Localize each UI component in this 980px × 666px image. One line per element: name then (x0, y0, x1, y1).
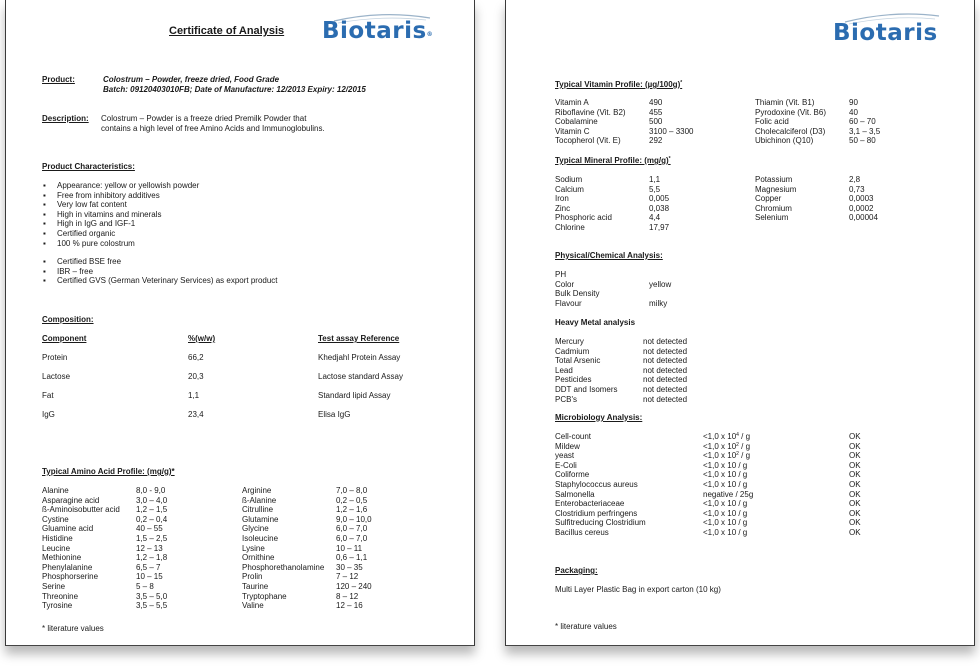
table-cell: 0,0002 (849, 203, 874, 213)
composition-assay: Khedjahl Protein Assay (318, 353, 401, 362)
amino-right-values (336, 486, 372, 611)
amino-left-names (42, 486, 120, 611)
table-cell: Chlorine (555, 222, 585, 232)
footnote: * literature values (42, 624, 104, 633)
table-cell: Pyrodoxine (Vit. B6) (755, 107, 826, 117)
mineral-heading: Typical Mineral Profile: (mg/g)* (555, 156, 671, 165)
vitamin-right-values (849, 98, 880, 146)
composition-header-percent: %(w/w) (188, 334, 216, 343)
table-cell: Bacillus cereus (555, 527, 609, 537)
table-cell: 4,4 (649, 213, 661, 223)
table-cell: Total Arsenic (555, 356, 601, 366)
table-cell: 3100 – 3300 (649, 126, 694, 136)
table-cell: 1,2 – 1,6 (336, 505, 368, 515)
characteristic-item: ▪ Appearance: yellow or yellowish powder (43, 181, 199, 191)
table-cell: Tryptophane (242, 591, 287, 601)
table-cell: Cystine (42, 514, 69, 524)
table-cell: 50 – 80 (849, 136, 876, 146)
table-cell: Folic acid (755, 117, 789, 127)
certification-item: ▪ IBR – free (43, 267, 278, 277)
biotaris-logo (322, 12, 432, 46)
table-cell: Glycine (242, 524, 269, 534)
table-cell: Tocopherol (Vit. E) (555, 136, 621, 146)
table-cell: 60 – 70 (849, 117, 876, 127)
description-label: Description: (42, 114, 89, 123)
table-cell: DDT and Isomers (555, 384, 618, 394)
table-cell: Copper (755, 194, 782, 204)
table-cell: <1,0 x 10 / g (703, 470, 748, 480)
table-cell: 2,8 (849, 175, 861, 184)
table-cell: not detected (643, 384, 688, 394)
table-cell: 6,0 – 7,0 (336, 524, 368, 534)
table-cell: 1,1 (649, 175, 661, 184)
table-cell: Cholecalciferol (D3) (755, 126, 826, 136)
characteristic-item: ▪ High in IgG and IGF-1 (43, 219, 199, 229)
table-cell: 0,2 – 0,5 (336, 495, 368, 505)
characteristic-item: ▪ Very low fat content (43, 200, 199, 210)
table-cell: Threonine (42, 591, 79, 601)
table-cell: <1,0 x 10 / g (703, 508, 748, 518)
table-cell: yellow (649, 279, 672, 289)
heavy-metal-names (555, 337, 618, 404)
table-cell: Chromium (755, 203, 792, 213)
table-cell: 5,5 (649, 184, 661, 194)
table-cell: Asparagine acid (42, 495, 100, 505)
table-cell: Valine (242, 601, 264, 611)
vitamin-right-names (755, 98, 826, 146)
table-cell: Cadmium (555, 346, 590, 356)
table-cell: Methionine (42, 553, 82, 563)
composition-percent: 23,4 (188, 410, 204, 419)
table-cell: 3,0 – 4,0 (136, 495, 168, 505)
mineral-right-names (755, 175, 796, 223)
table-cell (649, 289, 671, 299)
characteristic-item: ▪ High in vitamins and minerals (43, 210, 199, 220)
table-cell: 0,005 (649, 194, 670, 204)
table-cell: 30 – 35 (336, 562, 363, 572)
table-cell: Phosphorserine (42, 572, 99, 582)
table-cell: OK (849, 432, 861, 441)
table-cell: Riboflavine (Vit. B2) (555, 107, 626, 117)
table-cell: Phosphoric acid (555, 213, 612, 223)
table-cell: 10 – 15 (136, 572, 163, 582)
vitamin-left-names (555, 98, 626, 146)
table-cell: 500 (649, 117, 663, 127)
microbiology-limits (703, 432, 753, 538)
composition-component: Protein (42, 353, 68, 362)
table-cell: Mildew (555, 441, 580, 451)
table-cell: Flavour (555, 298, 582, 308)
table-cell (649, 270, 671, 280)
table-cell: Taurine (242, 581, 269, 591)
physchem-values (649, 270, 671, 308)
table-cell: not detected (643, 346, 688, 356)
table-cell: 40 (849, 107, 858, 117)
composition-component: Fat (42, 391, 54, 400)
characteristics-list (43, 181, 199, 248)
table-cell: Serine (42, 581, 66, 591)
certification-list (43, 257, 278, 286)
table-cell: Calcium (555, 184, 584, 194)
table-cell: 6,0 – 7,0 (336, 533, 368, 543)
composition-percent: 20,3 (188, 372, 204, 381)
logo-text: Biotaris (833, 20, 938, 46)
table-cell: 0,0003 (849, 194, 874, 204)
table-cell: milky (649, 298, 668, 308)
table-cell: not detected (643, 337, 688, 346)
table-cell: 0,2 – 0,4 (136, 514, 168, 524)
table-cell: Ubichinon (Q10) (755, 136, 814, 146)
composition-percent: 1,1 (188, 391, 200, 400)
table-cell: 0,038 (649, 203, 670, 213)
table-cell: 1,2 – 1,8 (136, 553, 168, 563)
table-cell: Vitamin A (555, 98, 589, 107)
description-line-2: contains a high level of free Amino Acids and Immunoglobulins. (101, 124, 325, 133)
table-cell: OK (849, 508, 861, 518)
table-cell: 120 – 240 (336, 581, 372, 591)
table-cell: Phenylalanine (42, 562, 93, 572)
table-cell: OK (849, 451, 861, 461)
microbiology-results (849, 432, 861, 538)
table-cell: Potassium (755, 175, 793, 184)
table-cell: <1,0 x 10 / g (703, 499, 748, 509)
table-cell: <1,0 x 10 / g (703, 479, 748, 489)
table-cell: Sulfitreducing Clostridium (555, 518, 646, 528)
table-cell: Prolin (242, 572, 263, 582)
table-cell: 40 – 55 (136, 524, 163, 534)
table-cell: yeast (555, 451, 575, 461)
vitamin-heading: Typical Vitamin Profile: (µg/100g)* (555, 80, 683, 89)
certificate-page-1 (5, 0, 475, 646)
amino-right-names (242, 486, 324, 611)
microbiology-names (555, 432, 646, 538)
table-cell: Lead (555, 365, 573, 375)
table-cell: OK (849, 518, 861, 528)
table-cell: not detected (643, 394, 688, 404)
certification-item: ▪ Certified BSE free (43, 257, 278, 267)
characteristics-heading: Product Characteristics: (42, 162, 135, 171)
table-cell: Glutamine (242, 514, 279, 524)
table-cell: Enterobacteriaceae (555, 499, 625, 509)
physchem-heading: Physical/Chemical Analysis: (555, 251, 663, 260)
table-cell: 292 (649, 136, 663, 146)
table-cell: not detected (643, 365, 688, 375)
table-cell: negative / 25g (703, 489, 754, 499)
table-cell: 17,97 (649, 222, 670, 232)
table-cell: Selenium (755, 213, 789, 223)
certification-item: ▪ Certified GVS (German Veterinary Services) as export product (43, 276, 278, 286)
table-cell: Mercury (555, 337, 584, 346)
table-cell: Salmonella (555, 489, 595, 499)
table-cell: OK (849, 441, 861, 451)
microbiology-heading: Microbiology Analysis: (555, 413, 643, 422)
product-batch: Batch: 09120403010FB; Date of Manufacture: 12/2013 Expiry: 12/2015 (103, 85, 366, 94)
table-cell: E-Coli (555, 460, 577, 470)
table-cell: Sodium (555, 175, 583, 184)
table-cell: OK (849, 479, 861, 489)
table-cell: not detected (643, 356, 688, 366)
table-cell: 6,5 – 7 (136, 562, 161, 572)
table-cell: PH (555, 270, 567, 279)
table-cell: Magnesium (755, 184, 797, 194)
table-cell: Color (555, 279, 575, 289)
table-cell: 1,2 – 1,5 (136, 505, 168, 515)
table-cell: Alanine (42, 486, 69, 495)
table-cell: Cell-count (555, 432, 592, 441)
physchem-names (555, 270, 599, 308)
heavy-metal-values (643, 337, 687, 404)
table-cell: OK (849, 470, 861, 480)
packaging-text: Multi Layer Plastic Bag in export carton (10 kg) (555, 585, 721, 594)
composition-component: Lactose (42, 372, 71, 381)
table-cell: 3,1 – 3,5 (849, 126, 881, 136)
table-cell: 8 – 12 (336, 591, 359, 601)
composition-heading: Composition: (42, 315, 94, 324)
certificate-title: Certificate of Analysis (169, 25, 285, 37)
logo-text: Biotaris (322, 18, 427, 44)
biotaris-logo (833, 12, 943, 48)
table-cell: <1,0 x 10 / g (703, 460, 748, 470)
table-cell: Lysine (242, 543, 265, 553)
table-cell: Thiamin (Vit. B1) (755, 98, 815, 107)
table-cell: <1,0 x $10^2$ / g (703, 441, 751, 451)
table-cell: Bulk Density (555, 289, 600, 299)
table-cell: 7,0 – 8,0 (336, 486, 368, 495)
composition-percent: 66,2 (188, 353, 204, 362)
characteristic-item: ▪ 100 % pure colostrum (43, 239, 199, 249)
mineral-right-values (849, 175, 878, 223)
description-line-1: Colostrum – Powder is a freeze dried Premilk Powder that (101, 114, 307, 123)
table-cell: Zinc (555, 203, 571, 213)
table-cell: <1,0 x 10 / g (703, 518, 748, 528)
table-cell: OK (849, 460, 861, 470)
table-cell: 1,5 – 2,5 (136, 533, 168, 543)
table-cell: 3,5 – 5,5 (136, 601, 168, 611)
table-cell: 0,6 – 1,1 (336, 553, 368, 563)
characteristic-item: ▪ Certified organic (43, 229, 199, 239)
table-cell: PCB's (555, 394, 577, 404)
packaging-heading: Packaging: (555, 566, 598, 575)
table-cell: 12 – 16 (336, 601, 363, 611)
composition-assay: Lactose standard Assay (318, 372, 403, 381)
table-cell: Tyrosine (42, 601, 73, 611)
table-cell: ß-Aminoisobutter acid (42, 505, 120, 515)
composition-header-component: Component (42, 334, 87, 343)
table-cell: not detected (643, 375, 688, 385)
table-cell: Ornithine (242, 553, 275, 563)
table-cell: Cobalamine (555, 117, 598, 127)
table-cell: Iron (555, 194, 569, 204)
table-cell: <1,0 x $10^2$ / g (703, 451, 751, 461)
amino-left-values (136, 486, 167, 611)
mineral-left-values (649, 175, 669, 233)
certificate-page-2 (505, 0, 975, 646)
table-cell: 0,73 (849, 184, 865, 194)
table-cell: Pesticides (555, 375, 592, 385)
mineral-left-names (555, 175, 612, 233)
table-cell: OK (849, 489, 861, 499)
table-cell: Clostridium perfringens (555, 508, 638, 518)
logo-registered: ® (426, 31, 434, 38)
table-cell: <1,0 x $10^4$ / g (703, 432, 751, 441)
table-cell: Staphylococcus aureus (555, 479, 638, 489)
table-cell: 0,00004 (849, 213, 878, 223)
heavy-metal-heading: Heavy Metal analysis (555, 318, 636, 327)
composition-assay: Elisa IgG (318, 410, 351, 419)
table-cell: OK (849, 499, 861, 509)
table-cell: 90 (849, 98, 858, 107)
table-cell: 7 – 12 (336, 572, 359, 582)
table-cell: Leucine (42, 543, 71, 553)
table-cell: Gluamine acid (42, 524, 94, 534)
table-cell: <1,0 x 10 / g (703, 527, 748, 537)
table-cell: 5 – 8 (136, 581, 154, 591)
footnote: * literature values (555, 622, 617, 631)
table-cell: 490 (649, 98, 663, 107)
table-cell: 455 (649, 107, 663, 117)
table-cell: 10 – 11 (336, 543, 363, 553)
table-cell: Citrulline (242, 505, 274, 515)
characteristic-item: ▪ Free from inhibitory additives (43, 191, 199, 201)
composition-header-assay: Test assay Reference (318, 334, 400, 343)
table-cell: Coliforme (555, 470, 590, 480)
table-cell: Arginine (242, 486, 272, 495)
table-cell: 9,0 – 10,0 (336, 514, 372, 524)
table-cell: 8,0 - 9,0 (136, 486, 166, 495)
table-cell: 12 – 13 (136, 543, 163, 553)
table-cell: Vitamin C (555, 126, 590, 136)
product-name: Colostrum – Powder, freeze dried, Food Grade (103, 75, 280, 84)
table-cell: OK (849, 527, 861, 537)
amino-heading: Typical Amino Acid Profile: (mg/g)* (42, 467, 175, 476)
table-cell: 3,5 – 5,0 (136, 591, 168, 601)
table-cell: Isoleucine (242, 533, 279, 543)
table-cell: ß-Alanine (242, 495, 277, 505)
product-label: Product: (42, 75, 75, 84)
composition-component: IgG (42, 410, 55, 419)
table-cell: Histidine (42, 533, 73, 543)
composition-assay: Standard lipid Assay (318, 391, 391, 400)
table-cell: Phosphorethanolamine (242, 562, 325, 572)
vitamin-left-values (649, 98, 694, 146)
